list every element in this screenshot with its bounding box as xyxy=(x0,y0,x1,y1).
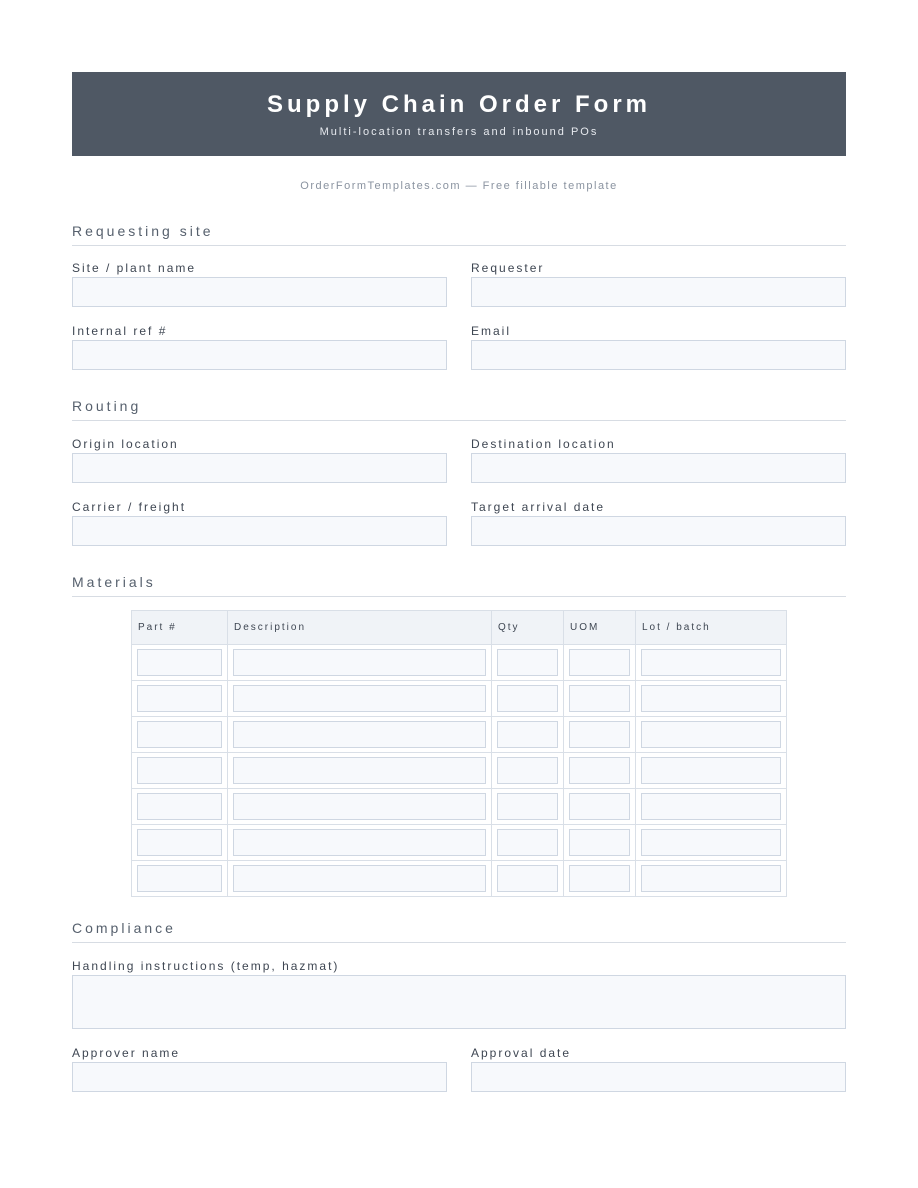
target-arrival-date-field[interactable] xyxy=(471,516,846,546)
uom-input[interactable] xyxy=(569,793,630,820)
part-number-input[interactable] xyxy=(137,829,222,856)
form-title: Supply Chain Order Form xyxy=(266,91,652,118)
internal-ref-label: Internal ref # xyxy=(72,324,168,338)
lot-batch-input[interactable] xyxy=(641,757,781,784)
part-number-input[interactable] xyxy=(137,649,222,676)
part-number-input[interactable] xyxy=(137,865,222,892)
column-header-qty: Qty xyxy=(492,611,564,645)
materials-header-row xyxy=(132,611,787,645)
uom-input[interactable] xyxy=(569,865,630,892)
table-row xyxy=(132,717,787,753)
uom-input[interactable] xyxy=(569,829,630,856)
lot-batch-input[interactable] xyxy=(641,865,781,892)
lot-batch-input[interactable] xyxy=(641,793,781,820)
approver-name-label: Approver name xyxy=(72,1046,181,1060)
description-input[interactable] xyxy=(233,829,486,856)
origin-location-label: Origin location xyxy=(72,437,179,451)
template-credit: OrderFormTemplates.com — Free fillable template xyxy=(300,180,618,192)
section-title-materials: Materials xyxy=(72,573,846,597)
uom-input[interactable] xyxy=(569,757,630,784)
description-input[interactable] xyxy=(233,685,486,712)
qty-input[interactable] xyxy=(497,757,558,784)
materials-table xyxy=(131,610,787,897)
qty-input[interactable] xyxy=(497,793,558,820)
description-input[interactable] xyxy=(233,757,486,784)
part-number-input[interactable] xyxy=(137,685,222,712)
approval-date-field[interactable] xyxy=(471,1062,846,1092)
target-arrival-date-label: Target arrival date xyxy=(471,500,606,514)
table-row xyxy=(132,789,787,825)
description-input[interactable] xyxy=(233,649,486,676)
description-input[interactable] xyxy=(233,721,486,748)
uom-input[interactable] xyxy=(569,649,630,676)
origin-location-field[interactable] xyxy=(72,453,447,483)
approver-name-field[interactable] xyxy=(72,1062,447,1092)
lot-batch-input[interactable] xyxy=(641,649,781,676)
lot-batch-input[interactable] xyxy=(641,685,781,712)
approval-date-label: Approval date xyxy=(471,1046,572,1060)
description-input[interactable] xyxy=(233,793,486,820)
table-row xyxy=(132,825,787,861)
part-number-input[interactable] xyxy=(137,757,222,784)
handling-instructions-label: Handling instructions (temp, hazmat) xyxy=(72,959,340,973)
uom-input[interactable] xyxy=(569,721,630,748)
section-title-compliance: Compliance xyxy=(72,919,846,943)
section-title-routing: Routing xyxy=(72,397,846,421)
qty-input[interactable] xyxy=(497,649,558,676)
form-header xyxy=(72,72,846,156)
table-row xyxy=(132,753,787,789)
destination-location-field[interactable] xyxy=(471,453,846,483)
internal-ref-field[interactable] xyxy=(72,340,447,370)
section-title-requesting-site: Requesting site xyxy=(72,222,846,246)
table-row xyxy=(132,645,787,681)
form-subtitle: Multi-location transfers and inbound POs xyxy=(319,126,599,138)
site-plant-name-label: Site / plant name xyxy=(72,261,197,275)
part-number-input[interactable] xyxy=(137,721,222,748)
column-header-uom: UOM xyxy=(564,611,636,645)
table-row xyxy=(132,681,787,717)
lot-batch-input[interactable] xyxy=(641,721,781,748)
lot-batch-input[interactable] xyxy=(641,829,781,856)
uom-input[interactable] xyxy=(569,685,630,712)
part-number-input[interactable] xyxy=(137,793,222,820)
requester-label: Requester xyxy=(471,261,545,275)
email-label: Email xyxy=(471,324,512,338)
column-header-description: Description xyxy=(228,611,492,645)
table-row xyxy=(132,861,787,897)
destination-location-label: Destination location xyxy=(471,437,616,451)
column-header-lot-batch: Lot / batch xyxy=(636,611,787,645)
site-plant-name-field[interactable] xyxy=(72,277,447,307)
carrier-freight-label: Carrier / freight xyxy=(72,500,187,514)
qty-input[interactable] xyxy=(497,685,558,712)
requester-field[interactable] xyxy=(471,277,846,307)
qty-input[interactable] xyxy=(497,829,558,856)
description-input[interactable] xyxy=(233,865,486,892)
handling-instructions-textarea[interactable] xyxy=(72,975,846,1029)
column-header-part: Part # xyxy=(132,611,228,645)
email-field[interactable] xyxy=(471,340,846,370)
qty-input[interactable] xyxy=(497,721,558,748)
qty-input[interactable] xyxy=(497,865,558,892)
carrier-freight-field[interactable] xyxy=(72,516,447,546)
